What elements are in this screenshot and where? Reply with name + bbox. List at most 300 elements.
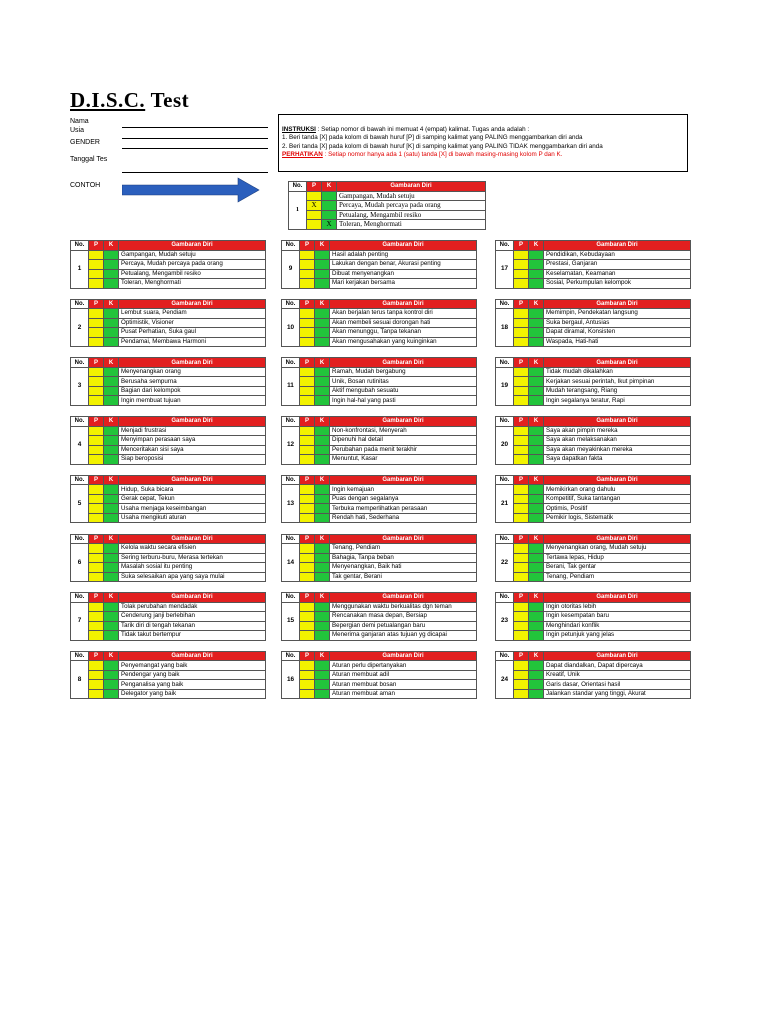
p-cell[interactable]	[514, 377, 529, 387]
statement-text: Menceritakan sisi saya	[119, 445, 266, 455]
k-cell[interactable]	[315, 260, 330, 270]
p-cell[interactable]	[300, 328, 315, 338]
statement-row	[496, 544, 691, 554]
p-cell[interactable]	[514, 455, 529, 465]
k-cell[interactable]	[104, 318, 119, 328]
block-number: 22	[496, 544, 514, 582]
p-cell[interactable]	[89, 572, 104, 582]
p-cell[interactable]	[307, 220, 322, 230]
header-k: K	[529, 593, 544, 603]
k-cell[interactable]	[315, 250, 330, 260]
block-number: 20	[496, 426, 514, 464]
k-cell[interactable]	[104, 494, 119, 504]
k-cell[interactable]	[104, 661, 119, 671]
k-cell[interactable]	[315, 602, 330, 612]
p-cell[interactable]	[514, 670, 529, 680]
k-cell[interactable]	[104, 631, 119, 641]
p-cell[interactable]	[514, 250, 529, 260]
p-cell[interactable]	[300, 670, 315, 680]
k-cell[interactable]	[315, 544, 330, 554]
k-cell[interactable]: X	[322, 220, 337, 230]
header-no: No.	[71, 651, 89, 661]
k-cell[interactable]	[315, 612, 330, 622]
header-row	[282, 593, 477, 603]
k-cell[interactable]	[104, 426, 119, 436]
header-no: No.	[282, 651, 300, 661]
p-cell[interactable]	[300, 631, 315, 641]
p-cell[interactable]	[514, 513, 529, 523]
statement-text: Prestasi, Ganjaran	[544, 260, 691, 270]
block-number: 8	[71, 661, 89, 699]
statement-text: Ingin hal-hal yang pasti	[330, 396, 477, 406]
p-cell[interactable]	[89, 661, 104, 671]
p-cell[interactable]	[89, 269, 104, 279]
k-cell[interactable]	[315, 553, 330, 563]
p-cell[interactable]	[300, 318, 315, 328]
k-cell[interactable]	[529, 661, 544, 671]
p-cell[interactable]	[300, 494, 315, 504]
p-cell[interactable]	[300, 260, 315, 270]
p-cell[interactable]	[514, 260, 529, 270]
statement-text: Rendah hati, Sederhana	[330, 513, 477, 523]
p-cell[interactable]	[514, 485, 529, 495]
p-cell[interactable]	[514, 318, 529, 328]
block-number: 14	[282, 544, 300, 582]
p-cell[interactable]	[300, 485, 315, 495]
header-no: No.	[282, 241, 300, 251]
p-cell[interactable]	[514, 269, 529, 279]
p-cell[interactable]	[514, 445, 529, 455]
p-cell[interactable]	[89, 544, 104, 554]
k-cell[interactable]	[315, 661, 330, 671]
header-k: K	[315, 241, 330, 251]
p-cell[interactable]	[89, 621, 104, 631]
k-cell[interactable]	[529, 485, 544, 495]
k-cell[interactable]	[315, 396, 330, 406]
header-k: K	[104, 593, 119, 603]
k-cell[interactable]	[315, 386, 330, 396]
k-cell[interactable]	[529, 563, 544, 573]
statement-text: Ingin kemajuan	[330, 485, 477, 495]
header-no: No.	[71, 358, 89, 368]
statement-text: Tarik diri di tengah tekanan	[119, 621, 266, 631]
p-cell[interactable]	[89, 563, 104, 573]
tanggal-field[interactable]	[122, 172, 268, 173]
statement-row	[282, 455, 477, 465]
k-cell[interactable]	[529, 377, 544, 387]
p-cell[interactable]	[89, 260, 104, 270]
statement-row	[282, 553, 477, 563]
statement-row	[496, 612, 691, 622]
statement-row	[71, 513, 266, 523]
header-no: No.	[282, 417, 300, 427]
k-cell[interactable]	[104, 279, 119, 289]
p-cell[interactable]	[514, 661, 529, 671]
k-cell[interactable]	[315, 563, 330, 573]
usia-field[interactable]	[122, 138, 268, 139]
statement-text: Tenang, Pendiam	[544, 572, 691, 582]
k-cell[interactable]	[529, 504, 544, 514]
k-cell[interactable]	[315, 328, 330, 338]
k-cell[interactable]	[104, 455, 119, 465]
statement-text: Ingin segalanya teratur, Rapi	[544, 396, 691, 406]
statement-text: Pendidikan, Kebudayaan	[544, 250, 691, 260]
statement-row	[282, 260, 477, 270]
header-row	[496, 593, 691, 603]
p-cell[interactable]	[514, 572, 529, 582]
k-cell[interactable]	[315, 309, 330, 319]
k-cell[interactable]	[315, 680, 330, 690]
statement-row	[282, 680, 477, 690]
k-cell[interactable]	[315, 689, 330, 699]
example-table	[288, 181, 486, 230]
p-cell[interactable]	[89, 318, 104, 328]
statement-row	[282, 367, 477, 377]
k-cell[interactable]	[315, 426, 330, 436]
header-row	[282, 241, 477, 251]
p-cell[interactable]	[89, 504, 104, 514]
k-cell[interactable]	[529, 396, 544, 406]
p-cell[interactable]	[514, 436, 529, 446]
p-cell[interactable]	[89, 367, 104, 377]
header-p: P	[514, 475, 529, 485]
p-cell[interactable]	[514, 386, 529, 396]
statement-text: Dipenuhi hal detail	[330, 436, 477, 446]
k-cell[interactable]	[315, 445, 330, 455]
p-cell[interactable]	[514, 631, 529, 641]
k-cell[interactable]	[529, 426, 544, 436]
k-cell[interactable]	[529, 279, 544, 289]
p-cell[interactable]	[300, 386, 315, 396]
k-cell[interactable]	[315, 670, 330, 680]
p-cell[interactable]	[89, 250, 104, 260]
p-cell[interactable]	[514, 689, 529, 699]
k-cell[interactable]	[529, 260, 544, 270]
k-cell[interactable]	[529, 553, 544, 563]
p-cell[interactable]	[300, 426, 315, 436]
k-cell[interactable]	[315, 504, 330, 514]
header-row	[496, 241, 691, 251]
k-cell[interactable]	[104, 544, 119, 554]
p-cell[interactable]	[89, 602, 104, 612]
p-cell[interactable]	[300, 436, 315, 446]
k-cell[interactable]	[322, 201, 337, 211]
k-cell[interactable]	[322, 191, 337, 201]
k-cell[interactable]	[529, 445, 544, 455]
p-cell[interactable]	[89, 309, 104, 319]
p-cell[interactable]	[514, 563, 529, 573]
header-desc: Gambaran Diri	[330, 593, 477, 603]
nama-field[interactable]	[122, 127, 268, 128]
p-cell[interactable]	[300, 621, 315, 631]
header-desc: Gambaran Diri	[544, 241, 691, 251]
p-cell[interactable]	[300, 563, 315, 573]
p-cell[interactable]	[89, 426, 104, 436]
k-cell[interactable]	[315, 337, 330, 347]
p-cell[interactable]	[89, 680, 104, 690]
k-cell[interactable]	[315, 631, 330, 641]
k-cell[interactable]	[104, 504, 119, 514]
k-cell[interactable]	[104, 445, 119, 455]
header-row	[282, 358, 477, 368]
p-cell[interactable]	[514, 553, 529, 563]
statement-row	[282, 337, 477, 347]
statement-row	[496, 396, 691, 406]
p-cell[interactable]	[300, 689, 315, 699]
k-cell[interactable]	[529, 544, 544, 554]
statement-text: Optimistik, Visioner	[119, 318, 266, 328]
statement-row	[71, 367, 266, 377]
k-cell[interactable]	[104, 563, 119, 573]
p-cell[interactable]	[514, 328, 529, 338]
k-cell[interactable]	[529, 269, 544, 279]
k-cell[interactable]	[104, 602, 119, 612]
p-cell[interactable]	[300, 553, 315, 563]
p-cell[interactable]	[300, 396, 315, 406]
statement-text: Kerjakan sesuai perintah, Ikut pimpinan	[544, 377, 691, 387]
k-cell[interactable]	[104, 377, 119, 387]
k-cell[interactable]	[104, 269, 119, 279]
header-no: No.	[71, 534, 89, 544]
statement-row	[71, 337, 266, 347]
p-cell[interactable]	[514, 426, 529, 436]
p-cell[interactable]	[89, 436, 104, 446]
header-no: No.	[71, 593, 89, 603]
k-cell[interactable]	[104, 250, 119, 260]
k-cell[interactable]	[529, 337, 544, 347]
p-cell[interactable]	[307, 210, 322, 220]
k-cell[interactable]	[529, 494, 544, 504]
k-cell[interactable]	[104, 328, 119, 338]
k-cell[interactable]	[529, 318, 544, 328]
k-cell[interactable]	[315, 279, 330, 289]
statement-row	[71, 436, 266, 446]
p-cell[interactable]	[89, 386, 104, 396]
k-cell[interactable]	[104, 689, 119, 699]
p-cell[interactable]	[514, 337, 529, 347]
p-cell[interactable]	[89, 689, 104, 699]
p-cell[interactable]	[300, 572, 315, 582]
p-cell[interactable]	[89, 279, 104, 289]
p-cell[interactable]	[89, 328, 104, 338]
k-cell[interactable]	[104, 309, 119, 319]
p-cell[interactable]	[300, 504, 315, 514]
p-cell[interactable]	[300, 367, 315, 377]
header-desc: Gambaran Diri	[544, 358, 691, 368]
k-cell[interactable]	[104, 337, 119, 347]
header-row	[282, 417, 477, 427]
k-cell[interactable]	[104, 396, 119, 406]
k-cell[interactable]	[315, 367, 330, 377]
k-cell[interactable]	[315, 572, 330, 582]
statement-row	[71, 426, 266, 436]
k-cell[interactable]	[104, 386, 119, 396]
k-cell[interactable]	[315, 485, 330, 495]
k-cell[interactable]	[104, 572, 119, 582]
header-desc: Gambaran Diri	[544, 534, 691, 544]
statement-row	[71, 260, 266, 270]
p-cell[interactable]	[300, 279, 315, 289]
k-cell[interactable]	[104, 553, 119, 563]
instruction-line-2: 2. Beri tanda [X] pada kolom di bawah huruf [K] di samping kalimat yang PALING TIDAK menggambarkan diri anda	[282, 142, 603, 150]
statement-row	[282, 689, 477, 699]
k-cell[interactable]	[315, 318, 330, 328]
k-cell[interactable]	[529, 436, 544, 446]
k-cell[interactable]	[315, 455, 330, 465]
header-p: P	[89, 651, 104, 661]
p-cell[interactable]	[514, 367, 529, 377]
p-cell[interactable]	[89, 513, 104, 523]
statement-text: Bepergian demi petualangan baru	[330, 621, 477, 631]
k-cell[interactable]	[315, 377, 330, 387]
k-cell[interactable]	[315, 621, 330, 631]
p-cell[interactable]	[300, 445, 315, 455]
p-cell[interactable]	[300, 612, 315, 622]
p-cell[interactable]	[89, 485, 104, 495]
p-cell[interactable]	[514, 602, 529, 612]
statement-row	[282, 572, 477, 582]
p-cell[interactable]	[89, 553, 104, 563]
p-cell[interactable]	[300, 337, 315, 347]
p-cell[interactable]	[89, 377, 104, 387]
k-cell[interactable]	[529, 455, 544, 465]
p-cell[interactable]	[89, 337, 104, 347]
p-cell[interactable]	[514, 621, 529, 631]
block-number: 12	[282, 426, 300, 464]
k-cell[interactable]	[529, 631, 544, 641]
k-cell[interactable]	[104, 670, 119, 680]
example-number: 1	[289, 191, 307, 229]
k-cell[interactable]	[529, 250, 544, 260]
statement-row	[282, 661, 477, 671]
statement-text: Usaha menjaga keseimbangan	[119, 504, 266, 514]
p-cell[interactable]	[89, 396, 104, 406]
statement-text: Tidak takut bertempur	[119, 631, 266, 641]
k-cell[interactable]	[104, 485, 119, 495]
k-cell[interactable]	[104, 367, 119, 377]
k-cell[interactable]	[104, 260, 119, 270]
statement-row	[282, 485, 477, 495]
statement-row	[496, 602, 691, 612]
k-cell[interactable]	[315, 494, 330, 504]
p-cell[interactable]	[514, 309, 529, 319]
statement-row	[496, 367, 691, 377]
k-cell[interactable]	[529, 309, 544, 319]
question-block-3	[70, 357, 266, 406]
k-cell[interactable]	[104, 612, 119, 622]
header-no: No.	[282, 534, 300, 544]
statement-row	[282, 602, 477, 612]
p-cell[interactable]	[89, 670, 104, 680]
header-no: No.	[282, 593, 300, 603]
k-cell[interactable]	[315, 436, 330, 446]
p-cell[interactable]	[514, 504, 529, 514]
statement-row	[71, 250, 266, 260]
p-cell[interactable]: X	[307, 201, 322, 211]
statement-row	[496, 318, 691, 328]
statement-text: Gampangan, Mudah setuju	[119, 250, 266, 260]
statement-text: Berani, Tak gentar	[544, 563, 691, 573]
statement-text: Gerak cepat, Tekun	[119, 494, 266, 504]
p-cell[interactable]	[514, 494, 529, 504]
k-cell[interactable]	[529, 689, 544, 699]
p-cell[interactable]	[300, 544, 315, 554]
statement-text: Aturan membuat adil	[330, 670, 477, 680]
header-row	[282, 299, 477, 309]
statement-text: Saya akan melaksanakan	[544, 436, 691, 446]
statement-text: Puas dengan segalanya	[330, 494, 477, 504]
p-cell[interactable]	[89, 612, 104, 622]
block-number: 18	[496, 309, 514, 347]
k-cell[interactable]	[529, 367, 544, 377]
header-p: P	[300, 299, 315, 309]
p-cell[interactable]	[300, 661, 315, 671]
statement-row	[282, 563, 477, 573]
p-cell[interactable]	[300, 309, 315, 319]
p-cell[interactable]	[300, 269, 315, 279]
statement-text: Tak gentar, Berani	[330, 572, 477, 582]
p-cell[interactable]	[514, 612, 529, 622]
statement-text: Percaya, Mudah percaya pada orang	[337, 201, 486, 211]
k-cell[interactable]	[529, 670, 544, 680]
k-cell[interactable]	[104, 436, 119, 446]
p-cell[interactable]	[514, 544, 529, 554]
p-cell[interactable]	[514, 680, 529, 690]
header-p: P	[300, 475, 315, 485]
p-cell[interactable]	[89, 455, 104, 465]
p-cell[interactable]	[514, 396, 529, 406]
statement-row	[282, 670, 477, 680]
statement-row	[71, 612, 266, 622]
p-cell[interactable]	[300, 602, 315, 612]
p-cell[interactable]	[89, 494, 104, 504]
k-cell[interactable]	[529, 612, 544, 622]
statement-text: Berusaha sempurna	[119, 377, 266, 387]
k-cell[interactable]	[529, 513, 544, 523]
p-cell[interactable]	[300, 250, 315, 260]
question-block-21	[495, 475, 691, 524]
statement-row	[496, 328, 691, 338]
k-cell[interactable]	[529, 328, 544, 338]
statement-text: Ingin membuat tujuan	[119, 396, 266, 406]
p-cell[interactable]	[300, 377, 315, 387]
k-cell[interactable]	[315, 513, 330, 523]
k-cell[interactable]	[104, 513, 119, 523]
statement-row	[71, 309, 266, 319]
p-cell[interactable]	[307, 191, 322, 201]
k-cell[interactable]	[529, 680, 544, 690]
k-cell[interactable]	[104, 621, 119, 631]
p-cell[interactable]	[300, 680, 315, 690]
header-desc: Gambaran Diri	[330, 651, 477, 661]
statement-row	[496, 670, 691, 680]
k-cell[interactable]	[529, 621, 544, 631]
k-cell[interactable]	[529, 572, 544, 582]
k-cell[interactable]	[529, 602, 544, 612]
p-cell[interactable]	[300, 513, 315, 523]
k-cell[interactable]	[529, 386, 544, 396]
p-cell[interactable]	[514, 279, 529, 289]
p-cell[interactable]	[89, 631, 104, 641]
k-cell[interactable]	[315, 269, 330, 279]
p-cell[interactable]	[300, 455, 315, 465]
k-cell[interactable]	[104, 680, 119, 690]
k-cell[interactable]	[322, 210, 337, 220]
p-cell[interactable]	[89, 445, 104, 455]
gender-field[interactable]	[122, 148, 268, 149]
header-p: P	[307, 182, 322, 192]
header-desc: Gambaran Diri	[330, 299, 477, 309]
